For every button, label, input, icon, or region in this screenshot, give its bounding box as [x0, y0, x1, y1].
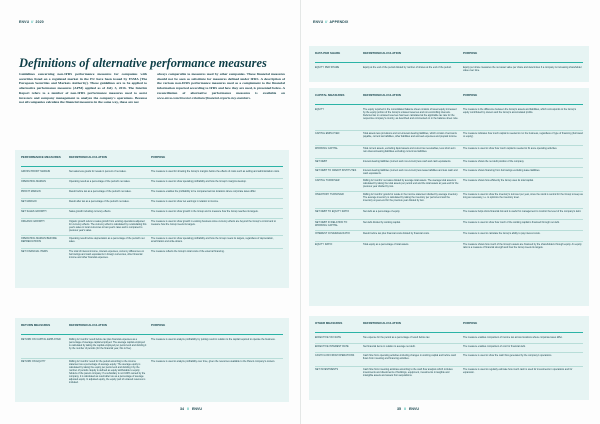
page-number: 35 [397, 407, 401, 411]
page-number-label: ENVU [409, 407, 419, 411]
table-row [21, 169, 283, 179]
capital-measures-table [309, 88, 589, 306]
purpose-cell: Equity per share measures the net asset value per share and determines if a company is increasing shareholder value over time. [463, 66, 582, 73]
measure-name: EFFECTIVE INTEREST RATE [315, 345, 349, 348]
table-row [21, 249, 283, 266]
column-header: PURPOSE [463, 321, 478, 325]
measure-name: WORKING CAPITAL [315, 147, 338, 150]
purpose-cell: The measure enables the profitability to be compared across locations where corporate taxes differ. [151, 190, 257, 193]
header-separator: // [325, 20, 328, 24]
purpose-cell: The measure is used to show how much of the working capital is financed through net debt. [463, 221, 560, 224]
intro-column-1: Guidelines concerning non-IFRS performance measures for companies with securities listed on a regulated market in the EU have been issued by ESMA (The European Securities and Markets Authority). These guidelines are to be applied to alternative performance measures (APM) applied as of July 3, 2016. The Interim Report refers to a number of non-IFRS performance measures used to assist investors and company management to analyze the company's operations. Because not all companies calculate the financial measures in the same way, these are not [19, 72, 147, 105]
header-separator: // [31, 20, 34, 24]
measure-name: OPERATING MARGIN [21, 180, 46, 183]
table-row [315, 220, 583, 231]
purpose-cell: The measure is the difference between the Group's assets and liabilities, which corresponds to the Group's equity contributed by owners and the Group's accumulated profits. [463, 108, 577, 115]
definition-cell: Equity at the end of the period divided by number of shares at the end of the period. [363, 66, 452, 69]
page-number-separator: // [187, 407, 189, 411]
purpose-cell: The measure is used to analyze profitability over time, given the resources available to the Parent company's owners. [151, 360, 276, 363]
definition-cell: Rolling 12 months' result before tax plus financial expenses as a percentage of average capital employed. The average capital employed is calculated by taking the capital employed per period end and dividing it by the number of periods (for the financial year, this is five). [69, 338, 147, 351]
reconciliation-link[interactable]: www.envu.com/investor-relations/financial-reports-key-numbers. [157, 95, 251, 100]
measure-name: CAPITAL TURNOVER [315, 179, 340, 182]
table-row [315, 231, 583, 242]
purpose-cell: The measure shows the net debt position of the company. [463, 160, 525, 163]
table-row [21, 209, 283, 219]
column-header: DEFINITION/CALCULATION [363, 321, 401, 325]
table-row [315, 131, 583, 146]
column-header: DATA PER SHARE [315, 51, 341, 55]
column-header: DEFINITION/CALCULATION [69, 155, 107, 159]
column-header: PURPOSE [463, 93, 478, 97]
measure-name: EQUITY RATIO [315, 243, 333, 246]
purpose-cell: The measure indicates how much capital is needed to run the business, regardless of type of financing (borrowed or equity). [463, 132, 583, 139]
measure-name: ORGANIC GROWTH [21, 220, 45, 223]
definition-cell: Result before tax as a percentage of the period's net sales. [69, 190, 132, 193]
measure-name: NET FINANCIAL ITEMS [21, 250, 48, 253]
purpose-cell: The measure is used to calculate the Group's ability to pay interest costs. [463, 232, 541, 235]
definition-cell: The total of interest income, interest expenses, currency differences on borrowings and cash equivalents in foreign currencies, other financial income and other financial expenses. [69, 250, 145, 260]
table-row [21, 199, 283, 209]
table-row [315, 344, 583, 353]
performance-measures-table [15, 150, 289, 288]
definition-cell: Rolling 12 months' goods for resale in the income statement divided by average inventory. The average inventory is calculated by taking the inventory per period end and the inventory at year-end for the previous year divided by two. [363, 193, 459, 203]
table-row [315, 159, 583, 168]
intro-column-2 [157, 72, 285, 100]
measure-name: NET INVESTMENTS [315, 368, 339, 371]
page-header-right [313, 20, 348, 24]
purpose-cell: The measure is used to show growth in the Group and to measure how the Group reaches its targets. [151, 210, 259, 213]
measure-name: NET DEBT TO EQUITY RATIO [315, 210, 350, 213]
definition-cell: Tax expense for the period as a percentage of result before tax. [363, 336, 431, 339]
page-number-label: ENVU [192, 407, 202, 411]
purpose-cell: The measure enables comparison of income tax across locations where corporate taxes differ. [463, 336, 563, 339]
table-row [315, 367, 583, 387]
measure-name: GROSS PROFIT MARGIN [21, 170, 51, 173]
definition-cell: Cash flow from investing activities according to the cash flow analysis which includes investments and divestments of buildings, equipment, investments in tangible and intangible assets and assets from acquisitions. [363, 368, 453, 378]
page-header-left [19, 20, 44, 24]
measure-name: OPERATING MARGIN BEFORE DEPRECIATIONS [21, 237, 57, 244]
table-row [21, 337, 283, 359]
definition-cell: Result before tax plus financial costs divided by financial costs. [363, 232, 430, 235]
column-header: PERFORMANCE MEASURES [21, 155, 61, 159]
definition-cell: Cash flow from operating activities including changes in working capital and before cash flows from investing and financing activities. [363, 354, 457, 361]
table-header [21, 154, 283, 167]
measure-name: EFFECTIVE TAX RATE [315, 336, 342, 339]
table-row [315, 146, 583, 159]
purpose-cell: The measure shows how efficiently the Group uses its total capital. [463, 179, 534, 182]
definition-cell: Result after tax as a percentage of the period's net sales. [69, 200, 130, 203]
table-header [315, 50, 583, 63]
header-logo: ENVU [19, 20, 30, 24]
header-section: APPENDIX [329, 20, 349, 24]
measure-name: PROFIT MARGIN [21, 190, 41, 193]
measure-name: RETURN ON CAPITAL EMPLOYED [21, 338, 61, 341]
purpose-cell: The measure is used for showing the Group's margins before the effects of costs such as selling and administration costs. [151, 170, 280, 173]
purpose-cell: The measure is used to show growth in existing business since currency effects are beyond the Group's control and to measure how the Group meets its targets. [151, 220, 276, 227]
definition-cell: Net financial items in relation to average net debt. [363, 345, 416, 348]
definition-cell: The equity reported in the consolidated balance sheet consists of taxed equity increased by the equity portion of the Group's untaxed reserves and non-controlling interests. Deferred tax on untaxed reserves has been calculated at the applicable tax rate for the respective company's country, as described and commented on in the balance sheet note. [363, 108, 459, 121]
measure-name: NET DEBT [315, 160, 328, 163]
purpose-cell: The measure is used to show how much capital is needed to fin ance operating activities. [463, 147, 558, 150]
definition-cell: Rolling 12 months' net sales divided by average total assets. The average total assets is calculated by taking the total assets per period end and the total assets at year-end for the previous year divided by two. [363, 179, 459, 189]
measure-name: NET MARGIN [21, 200, 37, 203]
measure-name: RETURN ON EQUITY [21, 360, 46, 363]
definition-cell: Total equity as a percentage of total assets. [363, 243, 409, 246]
purpose-cell: The measure reflects the Group's total costs of the external financing. [151, 250, 225, 253]
table-row [21, 236, 283, 249]
page-title: Definitions of alternative performance measures [19, 56, 267, 70]
definition-cell: Net debt as a percentage of equity. [363, 210, 401, 213]
column-header: OTHER MEASURES [315, 321, 343, 325]
definition-cell: Rolling 12 months' result for the period according to the income statement as a percentage of average equity. The average equity is calculated by taking the equity per period end and dividing it by the number of periods. Equity is defined as equity attributable to equity holders of the parent company. If a subsidiary is not 100% owned by the company, it is calculated as result after tax as a percentage of average adjusted equity. In adjusted equity, the equity part of untaxed reserves is included. [69, 360, 146, 385]
table-row [21, 219, 283, 236]
measure-name: NET DEBT IN RELATION TO WORKING CAPITAL [315, 221, 348, 228]
column-header: DEFINITION/CALCULATION [363, 51, 401, 55]
column-header: DEFINITION/CALCULATION [363, 93, 401, 97]
purpose-cell: The measure enables comparison of cost for financial debt. [463, 345, 526, 348]
return-measures-table [15, 318, 289, 402]
purpose-cell: The measure is used to analyze profitability by putting result in relation to the capital required to operate the business. [151, 338, 276, 341]
table-header [315, 92, 583, 105]
column-header: DEFINITION/CALCULATION [69, 323, 107, 327]
measure-name: EQUITY [315, 108, 325, 111]
purpose-cell: The measure helps show financial risk and is useful for management to monitor the level of the company's debt. [463, 210, 582, 213]
page-number-right [397, 407, 419, 411]
column-header: PURPOSE [151, 323, 166, 327]
table-row [315, 209, 583, 220]
definition-cell: Total assets less provisions and non-interest-bearing liabilities, which consist of accounts payable, current tax liabilities, other liabilities and accrued expenses and prepaid income. [363, 132, 458, 139]
table-row [315, 242, 583, 260]
table-row [315, 178, 583, 192]
column-header: PURPOSE [151, 155, 166, 159]
definition-cell: Net sales less goods for resale in percent of net sales. [69, 170, 127, 173]
purpose-cell: The measure is used to show the inventory's turnover per year, since the stock is central for the Group to keep as long as necessary, i.e. to optimize the inventory level. [463, 193, 583, 200]
table-row [315, 192, 583, 209]
page-number-separator: // [404, 407, 406, 411]
definition-cell: Interest-bearing liabilities (current and non-current) less lease liabilities and less cash and cash equivalents. [363, 169, 458, 176]
measure-name: NET DEBT TO CREDIT INSTITUTES [315, 169, 357, 172]
table-header [315, 320, 583, 333]
purpose-cell: The measure shows financing from borrowings excluding lease liabilities. [463, 169, 541, 172]
definition-cell: Organic growth refers to sales growth from existing operations adjusted for currency effects. The currency effect is calculated by recalculating this year's sales in local currencies to last year's rates and is compared to previous year's sales. [69, 220, 147, 233]
purpose-cell: The measure is used to show operating profitability and how the Group's margins develop. [151, 180, 247, 183]
column-header: CAPITAL MEASURES [315, 93, 345, 97]
measure-name: NET SALES GROWTH [21, 210, 47, 213]
table-header [21, 322, 283, 335]
measure-name: INTEREST COVERAGE RATIO [315, 232, 350, 235]
measure-name: EQUITY PER SHARE [315, 66, 340, 69]
table-row [21, 179, 283, 189]
definition-cell: Operating result before depreciation as a percentage of the period's net sales. [69, 237, 145, 244]
header-logo: ENVU [313, 20, 324, 24]
measure-name: CAPITAL EMPLOYED [315, 132, 340, 135]
table-row [315, 107, 583, 131]
definition-cell: Operating result as a percentage of the period's net sales. [69, 180, 131, 183]
definition-cell: Net debt divided by working capital. [363, 221, 401, 224]
data-per-share-table [309, 46, 589, 82]
purpose-cell: The measure is used to regularly estimate how much cash is used for investments in operations and for expansion. [463, 368, 573, 375]
purpose-cell: The measure is used to show the cash flow generated by the company's operations. [463, 354, 552, 357]
purpose-cell: The measure is used to show net earnings in relation to income. [151, 200, 219, 203]
measure-name: INVENTORY TURNOVER [315, 193, 344, 196]
purpose-cell: The measure is used to show operating profitability and how the Group meets its targets, regardless of depreciation, amortization and write-downs. [151, 237, 274, 244]
definition-cell: Sales growth including currency effects. [69, 210, 112, 213]
other-measures-table [309, 316, 589, 400]
table-row [21, 359, 283, 393]
intro-text: always comparable to measures used by other companies. These financial measures should not be seen as substitute for measures defined under IFRS. A description of the various non-IFRS performance measures used as a complement to the financial information reported according to IFRS and how they are used, is presented below. A reconciliation of alternative performance measures is available on [157, 72, 285, 95]
table-row [315, 168, 583, 178]
right-page [300, 0, 600, 424]
page-number-left [180, 407, 202, 411]
table-row [315, 65, 583, 77]
definition-cell: Interest-bearing liabilities (current and non-current) less cash and cash equivalents. [363, 160, 452, 163]
header-section: 2020 [35, 20, 44, 24]
column-header: RETURN MEASURES [21, 323, 51, 327]
table-row [21, 189, 283, 199]
table-row [315, 353, 583, 367]
table-row [315, 335, 583, 344]
measure-name: CASH FLOW FROM OPERATIONS [315, 354, 355, 357]
purpose-cell: The measure shows how much of the Group's assets are financed by the shareholders through equity. An equity ratio is a measure of financial strength and how the Group meets its targets. [463, 243, 582, 250]
column-header: PURPOSE [463, 51, 478, 55]
page-number: 34 [180, 407, 184, 411]
definition-cell: Total current assets, excluding liquid assets and current tax receivables, less short-term non-interest-bearing liabilities excluding current tax liabilities. [363, 147, 456, 154]
